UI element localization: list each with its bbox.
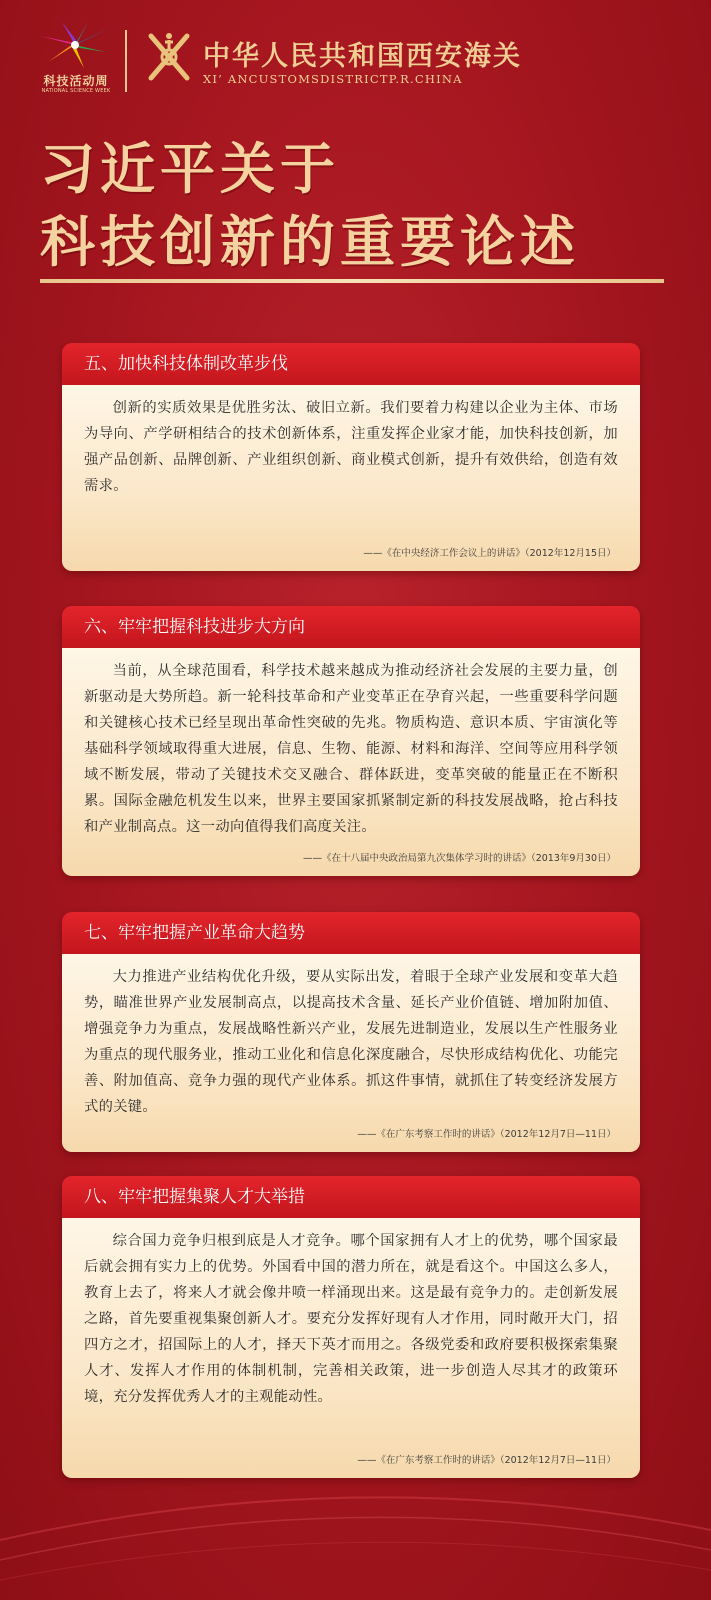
customs-name-en: XI’ ANCUSTOMSDISTRICTP.R.CHINA bbox=[203, 72, 463, 86]
section-card-5 bbox=[62, 343, 640, 571]
section-body bbox=[62, 385, 640, 571]
section-source: ——《在十八届中央政治局第九次集体学习时的讲话》（2013年9月30日） bbox=[302, 853, 616, 864]
section-heading: 七、牢牢把握产业革命大趋势 bbox=[62, 912, 640, 954]
science-week-logo-icon bbox=[40, 22, 110, 68]
section-source: ——《在中央经济工作会议上的讲话》（2012年12月15日） bbox=[363, 548, 616, 559]
section-body bbox=[62, 954, 640, 1152]
page-title-line2: 科技创新的重要论述 bbox=[40, 210, 581, 274]
section-card-6 bbox=[62, 606, 640, 876]
section-text: 创新的实质效果是优胜劣汰、破旧立新。我们要着力构建以企业为主体、市场为导向、产学研相结合的技术创新体系，注重发挥企业家才能，加快科技创新，加强产品创新、品牌创新、产业组织创新、商业模式创新，提升有效供给，创造有效需求。 bbox=[84, 400, 618, 494]
section-source: ——《在广东考察工作时的讲话》（2012年12月7日—11日） bbox=[357, 1129, 616, 1140]
section-card-7 bbox=[62, 912, 640, 1152]
section-source: ——《在广东考察工作时的讲话》（2012年12月7日—11日） bbox=[357, 1455, 616, 1466]
decorative-wave bbox=[0, 1420, 711, 1600]
section-text: 大力推进产业结构优化升级，要从实际出发，着眼于全球产业发展和变革大趋势，瞄准世界产业发展制高点，以提高技术含量、延长产业价值链、增加附加值、增强竞争力为重点，发展战略性新兴产业，发展先进制造业，发展以生产性服务业为重点的现代服务业，推动工业化和信息化深度融合，尽快形成结构优化、功能完善、附加值高、竞争力强的现代产业体系。抓这件事情，就抓住了转变经济发展方式的关键。 bbox=[84, 969, 618, 1115]
customs-emblem-icon bbox=[143, 30, 195, 84]
customs-name-cn: 中华人民共和国西安海关 bbox=[203, 41, 522, 72]
science-week-subtitle: NATIONAL SCIENCE WEEK bbox=[41, 88, 111, 94]
section-text: 综合国力竞争归根到底是人才竞争。哪个国家拥有人才上的优势，哪个国家最后就会拥有实力上的优势。外国看中国的潜力所在，就是看这个。中国这么多人，教育上去了，将来人才就会像井喷一样涌现出来。这是最有竞争力的。走创新发展之路，首先要重视集聚创新人才。要充分发挥好现有人才作用，同时敞开大门，招四方之才，招国际上的人才，择天下英才而用之。各级党委和政府要积极探索集聚人才、发挥人才作用的体制机制，完善相关政策，进一步创造人尽其才的政策环境，充分发挥优秀人才的主观能动性。 bbox=[84, 1233, 618, 1405]
section-heading: 五、加快科技体制改革步伐 bbox=[62, 343, 640, 385]
section-heading: 六、牢牢把握科技进步大方向 bbox=[62, 606, 640, 648]
section-text: 当前，从全球范围看，科学技术越来越成为推动经济社会发展的主要力量，创新驱动是大势所趋。新一轮科技革命和产业变革正在孕育兴起，一些重要科学问题和关键核心技术已经呈现出革命性突破的先兆。物质构造、意识本质、宇宙演化等基础科学领域取得重大进展，信息、生物、能源、材料和海洋、空间等应用科学领域不断发展，带动了关键技术交叉融合、群体跃进，变革突破的能量正在不断积累。国际金融危机发生以来，世界主要国家抓紧制定新的科技发展战略，抢占科技和产业制高点。这一动向值得我们高度关注。 bbox=[84, 663, 618, 835]
science-week-name: 科技活动周 bbox=[43, 74, 109, 88]
page-title-line1: 习近平关于 bbox=[40, 137, 341, 201]
section-body bbox=[62, 648, 640, 876]
header bbox=[0, 0, 711, 110]
header-divider bbox=[125, 30, 127, 92]
section-heading: 八、牢牢把握集聚人才大举措 bbox=[62, 1176, 640, 1218]
title-divider bbox=[40, 279, 664, 283]
